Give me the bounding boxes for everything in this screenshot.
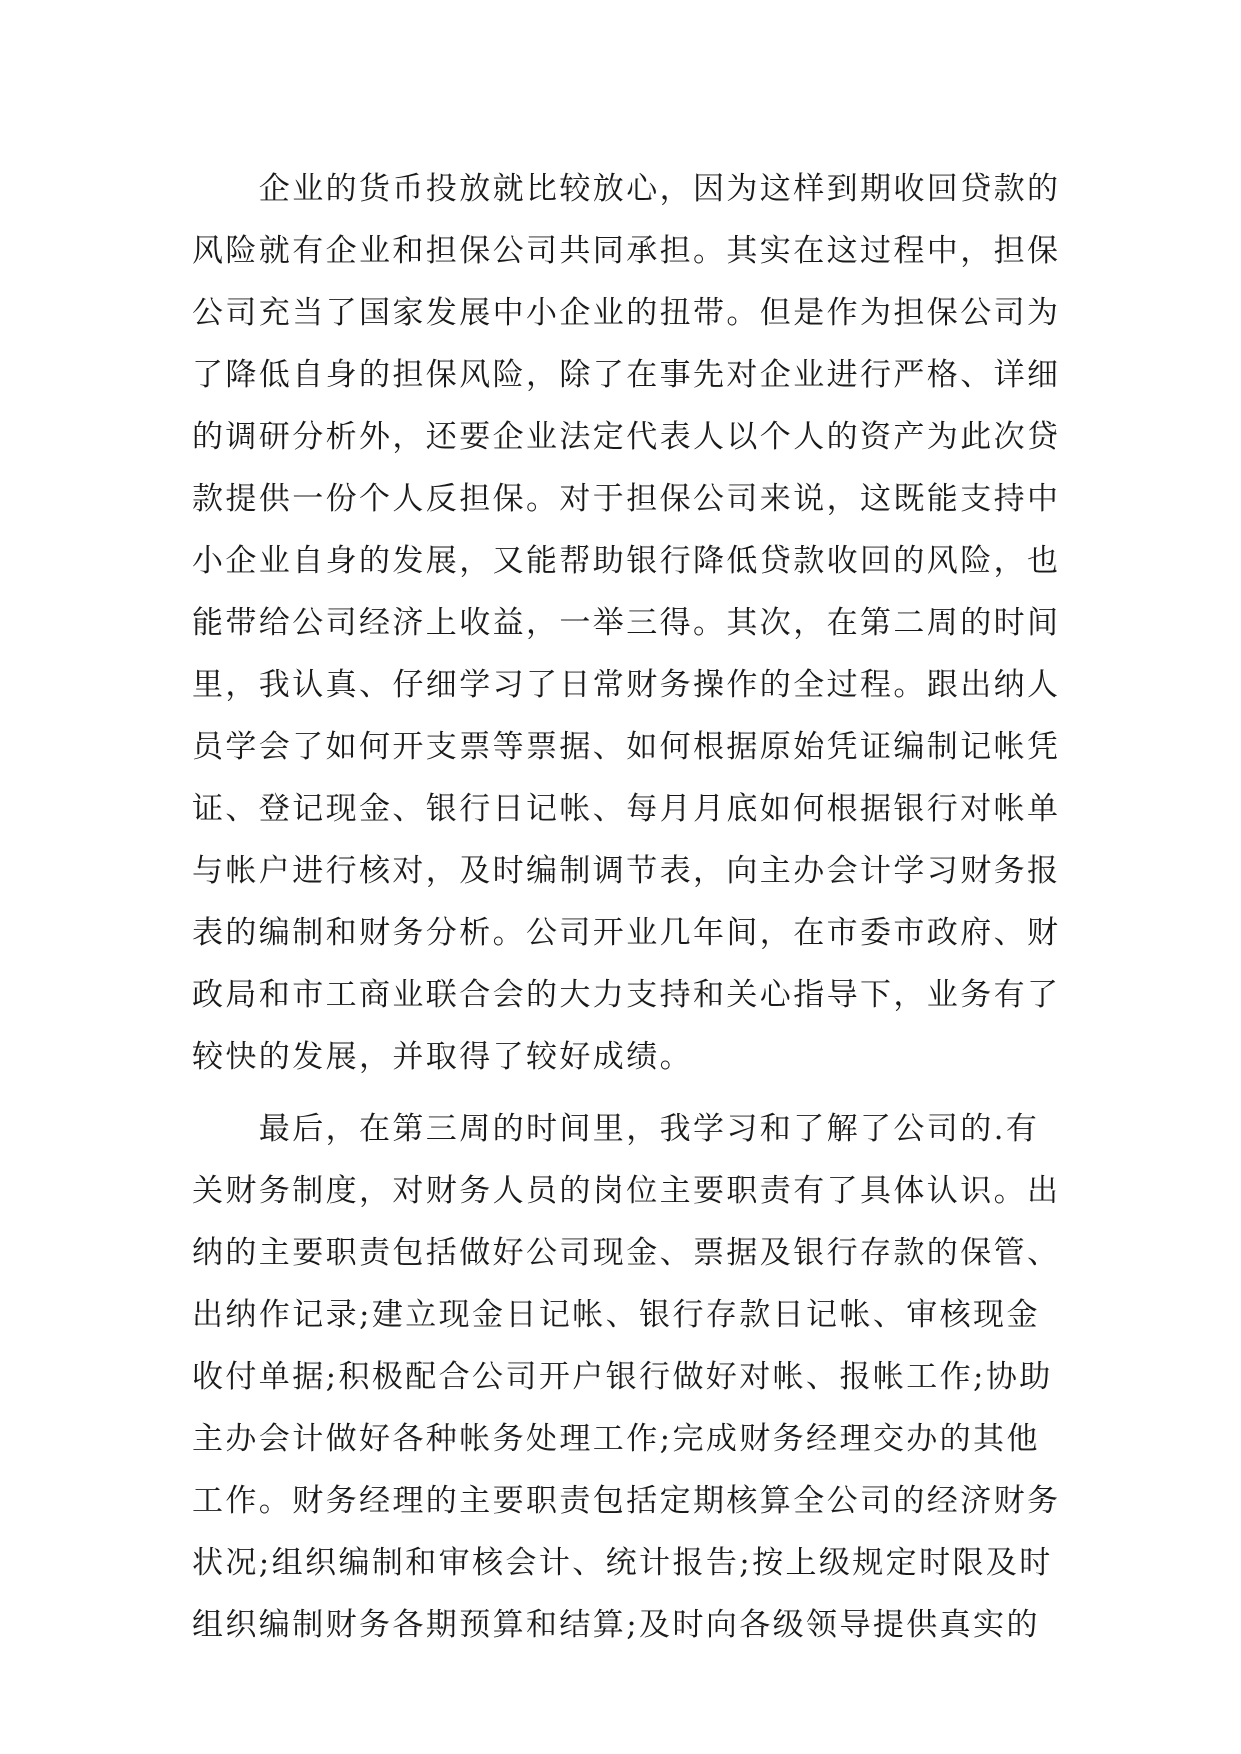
text-line: 状况;组织编制和审核会计、统计报告;按上级规定时限及时 — [192, 1545, 1053, 1581]
text-line: 小企业自身的发展，又能帮助银行降低贷款收回的风险，也 — [192, 543, 1061, 579]
text-line: 公司充当了国家发展中小企业的扭带。但是作为担保公司为 — [192, 295, 1061, 331]
text-line: 证、登记现金、银行日记帐、每月月底如何根据银行对帐单 — [192, 791, 1061, 827]
text-line: 的调研分析外，还要企业法定代表人以个人的资产为此次贷 — [192, 419, 1061, 455]
body-text — [192, 158, 1072, 1656]
text-line: 收付单据;积极配合公司开户银行做好对帐、报帐工作;协助 — [192, 1359, 1053, 1395]
paragraph-1 — [192, 158, 1072, 1088]
text-line: 企业的货币投放就比较放心，因为这样到期收回贷款的 — [192, 171, 1061, 207]
text-line: 与帐户进行核对，及时编制调节表，向主办会计学习财务报 — [192, 853, 1061, 889]
text-line: 表的编制和财务分析。公司开业几年间，在市委市政府、财 — [192, 915, 1061, 951]
text-line: 工作。财务经理的主要职责包括定期核算全公司的经济财务 — [192, 1483, 1061, 1519]
paragraph-gap — [192, 1088, 1072, 1098]
text-line: 关财务制度，对财务人员的岗位主要职责有了具体认识。出 — [192, 1173, 1061, 1209]
text-line: 里，我认真、仔细学习了日常财务操作的全过程。跟出纳人 — [192, 667, 1061, 703]
text-line: 主办会计做好各种帐务处理工作;完成财务经理交办的其他 — [192, 1421, 1040, 1457]
text-line: 最后，在第三周的时间里，我学习和了解了公司的.有 — [192, 1111, 1040, 1147]
text-line: 政局和市工商业联合会的大力支持和关心指导下，业务有了 — [192, 977, 1061, 1013]
text-line: 出纳作记录;建立现金日记帐、银行存款日记帐、审核现金 — [192, 1297, 1040, 1333]
text-line: 员学会了如何开支票等票据、如何根据原始凭证编制记帐凭 — [192, 729, 1061, 765]
text-line: 了降低自身的担保风险，除了在事先对企业进行严格、详细 — [192, 357, 1061, 393]
text-line: 较快的发展，并取得了较好成绩。 — [192, 1039, 693, 1075]
paragraph-2 — [192, 1098, 1072, 1656]
text-line: 能带给公司经济上收益，一举三得。其次，在第二周的时间 — [192, 605, 1061, 641]
text-line: 纳的主要职责包括做好公司现金、票据及银行存款的保管、 — [192, 1235, 1061, 1271]
text-line: 风险就有企业和担保公司共同承担。其实在这过程中，担保 — [192, 233, 1061, 269]
text-line: 款提供一份个人反担保。对于担保公司来说，这既能支持中 — [192, 481, 1061, 517]
text-line: 组织编制财务各期预算和结算;及时向各级领导提供真实的 — [192, 1607, 1040, 1643]
